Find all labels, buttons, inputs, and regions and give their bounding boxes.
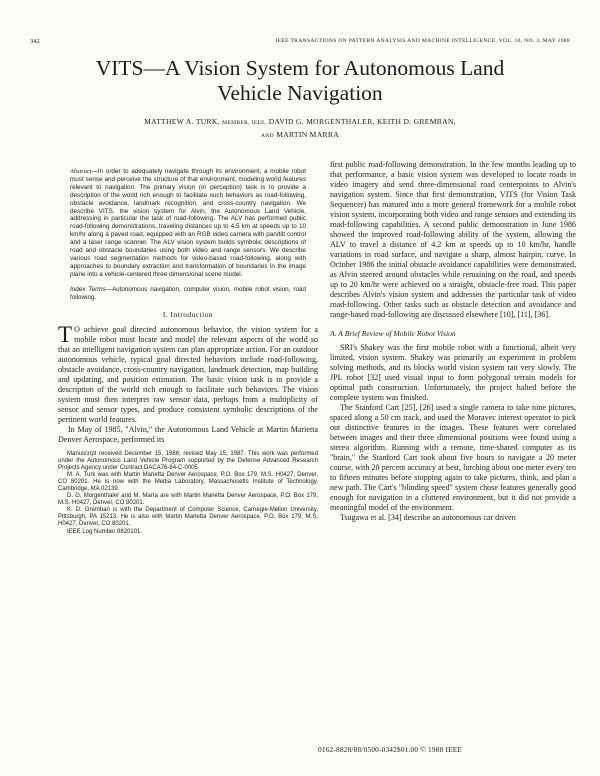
review-paragraph-3: Tsugawa et al. [34] describe an autonomous car driven (340, 513, 516, 522)
abstract-text: —In order to adequately navigate through its environment, a mobile robot must sense and perceive the structure of that environment, modeling world features relevant to navigation. The primary vision (or perception) task is to provide a description of the world rich enough to facilitate such behaviors as road-following, obstacle avoidance, landmark recognition, and cross-country navigation. We describe VITS, the vision system for Alvin, the Autonomous Land Vehicle, addressing in particular the task of road-following. The ALV has performed public road-following demonstrations, traveling distances up to 4.5 km at speeds up to 10 km/hr along a paved road, equipped with an RGB video camera with pan/tilt control and a laser range scanner. The ALV vision system builds symbolic descriptions of road and obstacle boundaries using both video and range sensors. We describe various road segmentation methods for video-based road-following, along with approaches to boundary extraction and transformation of boundaries in the image plane into a vehicle-centered three dimensional scene model. (70, 168, 306, 278)
authors-middle: DAVID G. MORGENTHALER, KEITH D. GREMBAN, (268, 117, 456, 126)
footnote-morgenthaler-marra: D. G. Morgenthaler and M. Marra are with Martin Marietta Denver Aerospace, P.O. Box 179, M.S. H0427, Denver, CO 80201. (58, 493, 318, 507)
index-terms-text: —Autonomous navigation, computer vision, mobile robot vision, road following. (70, 285, 306, 301)
page-number: 342 (30, 38, 40, 45)
copyright-footer: 0162-8828/88/0500-0342$01.00 © 1988 IEEE (318, 745, 463, 754)
author-turk: MATTHEW A. TURK, (144, 117, 220, 126)
author-and: AND (260, 133, 274, 139)
paper-title (40, 56, 560, 106)
index-terms (70, 286, 306, 302)
review-body (330, 343, 576, 523)
introduction-body (58, 321, 318, 445)
right-column (330, 160, 576, 523)
intro-paragraph-2: In May of 1985, "Alvin," the Autonomous Land Vehicle at Martin Marietta Denver Aerospace, performed its (58, 424, 318, 444)
footnote-gremban: K. D. Gremban is with the Department of Computer Science, Carnegie-Mellon University, Pittsburgh, PA 15213. He is also with Martin Marietta Denver Aerospace, P.O. Box 179, M.S. H0427, Denver, CO 80201. (58, 507, 318, 528)
author-list (60, 116, 540, 142)
title-line-2: Vehicle Navigation (217, 81, 383, 105)
subsection-heading-review: A. A Brief Review of Mobile Robot Vision (330, 329, 456, 338)
author-line-2 (60, 129, 540, 142)
index-terms-label: Index Terms (70, 285, 106, 293)
footnote-turk: M. A. Turk was with Martin Marietta Denver Aerospace, P.O. Box 179, M.S. H0427, Denver, CO 80201. He is now with the Media Laboratory, Massachusetts Institute of Technology, Cambridge, MA 02139. (58, 471, 318, 492)
footnote-manuscript: Manuscript received December 15, 1986; revised May 15, 1987. This work was performed under the Autonomous Land Vehicle Program supported by the Defense Advanced Research Projects Agency under Contract DACA76-84-C-0005. (58, 450, 318, 471)
footnotes (58, 451, 318, 536)
review-paragraph-1: SRI's Shakey was the first mobile robot with a functional, albeit very limited, vision system. Shakey was primarily an experiment in problem solving methods, and its blocks world vision system ran very slowly. The JPL robot [32] used visual input to form polygonal terrain models for optimal path construction. Unfortunately, the project halted before the complete system was finished. (330, 343, 576, 402)
right-body (330, 160, 576, 320)
author-membership: MEMBER, IEEE, (222, 120, 267, 126)
footnote-log-number: IEEE Log Number 8820101. (67, 528, 143, 535)
abstract (70, 168, 306, 279)
title-line-1: VITS—A Vision System for Autonomous Land (95, 56, 505, 80)
intro-paragraph-1: O achieve goal directed autonomous behavior, the vision system for a mobile robot must locate and model the relevant aspects of the world so that an intelligent navigation system can plan appropriate action. For an outdoor autonomous vehicle, typical goal directed behaviors include road-following, obstacle avoidance, cross-country navigation, landmark detection, map building and updating, and position estimation. The basic vision task is to provide a description of the world rich enough to facilitate such behaviors. The vision system must then interpret raw sensor data, perhaps from a multiplicity of sensor and sensor types, and produce consistent symbolic descriptions of the pertinent world features. (58, 324, 318, 424)
right-paragraph-1: first public road-following demonstration. In the few months leading up to that performance, a basic vision system was developed to locate roads in video imagery and send three-dimensional road centerpoints to Alvin's navigation system. Since that first demonstration, VITS (for Vision Task Sequencer) has matured into a more general framework for a mobile robot vision system, incorporating both video and range sensors and extending its road-following capabilities. A second public demonstration in June 1986 showed the improved road-following ability of the system, allowing the ALV to travel a distance of 4.2 km at speeds up to 10 km/hr, handle variations in road surface, and navigate a sharp, almost hairpin, curve. In October 1986 the initial obstacle avoidance capabilities were demonstrated, as Alvin steered around obstacles while remaining on the road, and speeds up to 20 km/hr were achieved on a straight, obstacle-free road. This paper describes Alvin's vision system and addresses the particular task of video road-following. Other tasks such as obstacle detection and avoidance and range-based road-following are discussed elsewhere [10], [11], [36]. (330, 160, 576, 319)
running-header (30, 38, 570, 48)
author-line-1 (60, 116, 540, 129)
review-paragraph-2: The Stanford Cart [25], [26] used a single camera to take nine pictures, spaced along a 50 cm track, and used the Moravec interest operator to pick out distinctive features in the images. These features were correlated between images and their three dimensional positions were found using a stereo algorithm. Running with a remote, time-shared computer as its "brain," the Stanford Cart took about five hours to navigate a 20 meter course, with 20 percent accuracy at best, lurching about one meter every ten to fifteen minutes before stopping again to take pictures, think, and plan a new path. The Cart's "blinding speed" system chose features generally good enough for navigation in a cluttered environment, but it did not provide a meaningful model of the environment. (330, 403, 576, 512)
author-marra: MARTIN MARRA (276, 130, 340, 139)
left-column (58, 168, 318, 536)
running-title: IEEE TRANSACTIONS ON PATTERN ANALYSIS AND MACHINE INTELLIGENCE, VOL. 10, NO. 3, MAY 1988 (275, 38, 570, 44)
section-heading-introduction: I. Introduction (162, 309, 214, 319)
abstract-label: Abstract (70, 168, 92, 175)
drop-cap: T (58, 321, 73, 347)
